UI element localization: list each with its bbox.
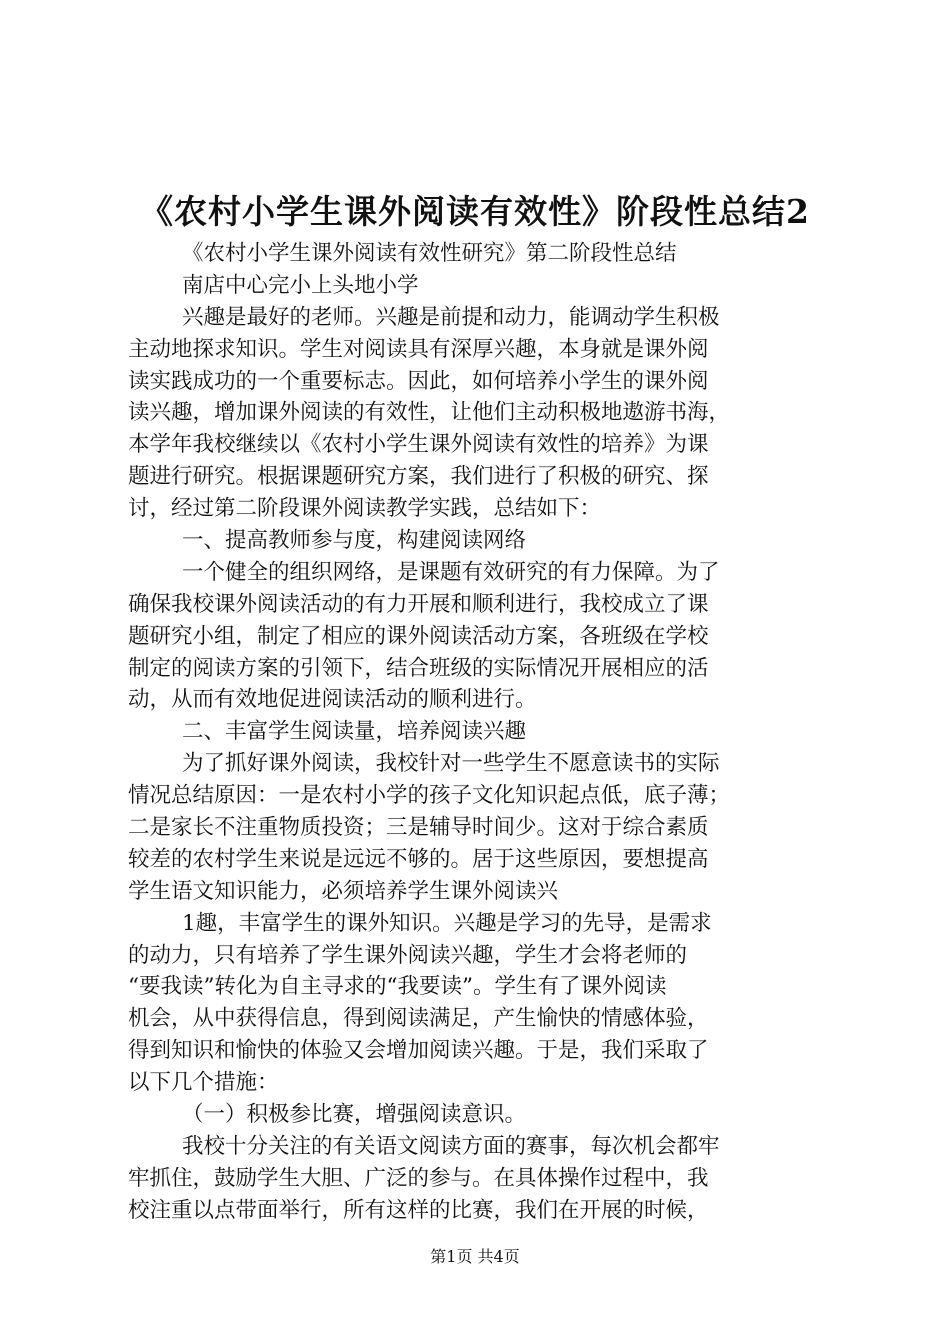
text-line: 机会，从中获得信息，得到阅读满足，产生愉快的情感体验， — [128, 1006, 709, 1032]
text-line: 讨，经过第二阶段课外阅读教学实践，总结如下： — [128, 496, 602, 522]
text-line: 校注重以点带面举行，所有这样的比赛，我们在开展的时候， — [128, 1197, 709, 1223]
text-line: “要我读”转化为自主寻求的“我要读”。学生有了课外阅读 — [128, 974, 667, 1000]
text-line: 1趣，丰富学生的课外知识。兴趣是学习的先导，是需求 — [182, 910, 712, 936]
text-line: 的动力，只有培养了学生课外阅读兴趣，学生才会将老师的 — [128, 942, 688, 968]
text-line: 一个健全的组织网络，是课题有效研究的有力保障。为了 — [182, 559, 720, 585]
text-line: 一、提高教师参与度，构建阅读网络 — [182, 528, 527, 554]
document-body — [128, 238, 834, 1227]
text-line: 制定的阅读方案的引领下，结合班级的实际情况开展相应的活 — [128, 655, 709, 681]
text-line: 情况总结原因：一是农村小学的孩子文化知识起点低，底子薄； — [128, 783, 731, 809]
text-line: 本学年我校继续以《农村小学生课外阅读有效性的培养》为课 — [128, 432, 709, 458]
text-line: 《农村小学生课外阅读有效性研究》第二阶段性总结 — [182, 241, 677, 266]
text-line: 动，从而有效地促进阅读活动的顺利进行。 — [128, 687, 537, 713]
text-line: 为了抓好课外阅读，我校针对一些学生不愿意读书的实际 — [182, 751, 720, 777]
text-line: 牢抓住，鼓励学生大胆、广泛的参与。在具体操作过程中，我 — [128, 1165, 709, 1191]
text-line: 我校十分关注的有关语文阅读方面的赛事，每次机会都牢 — [182, 1133, 720, 1159]
text-line: 较差的农村学生来说是远远不够的。居于这些原因，要想提高 — [128, 846, 709, 872]
text-line: 读兴趣，增加课外阅读的有效性，让他们主动积极地遨游书海， — [128, 400, 731, 426]
text-line: 以下几个措施： — [128, 1070, 279, 1096]
page-footer: 第1页 共4页 — [430, 1247, 520, 1266]
text-line: 主动地探求知识。学生对阅读具有深厚兴趣，本身就是课外阅 — [128, 336, 709, 362]
document-title: 《农村小学生课外阅读有效性》阶段性总结2 — [140, 192, 810, 231]
text-line: 二是家长不注重物质投资；三是辅导时间少。这对于综合素质 — [128, 815, 709, 841]
text-line: 确保我校课外阅读活动的有力开展和顺利进行，我校成立了课 — [128, 591, 709, 617]
text-line: 题进行研究。根据课题研究方案，我们进行了积极的研究、探 — [128, 464, 709, 490]
text-line: 兴趣是最好的老师。兴趣是前提和动力，能调动学生积极 — [182, 304, 720, 330]
text-line: 学生语文知识能力，必须培养学生课外阅读兴 — [128, 878, 559, 904]
text-line: 南店中心完小上头地小学 — [182, 272, 419, 298]
text-line: 读实践成功的一个重要标志。因此，如何培养小学生的课外阅 — [128, 368, 709, 394]
text-line: 题研究小组，制定了相应的课外阅读活动方案，各班级在学校 — [128, 623, 709, 649]
text-line: （一）积极参比赛，增强阅读意识。 — [182, 1102, 527, 1128]
text-line: 得到知识和愉快的体验又会增加阅读兴趣。于是，我们采取了 — [128, 1038, 709, 1064]
text-line: 二、丰富学生阅读量，培养阅读兴趣 — [182, 719, 527, 745]
